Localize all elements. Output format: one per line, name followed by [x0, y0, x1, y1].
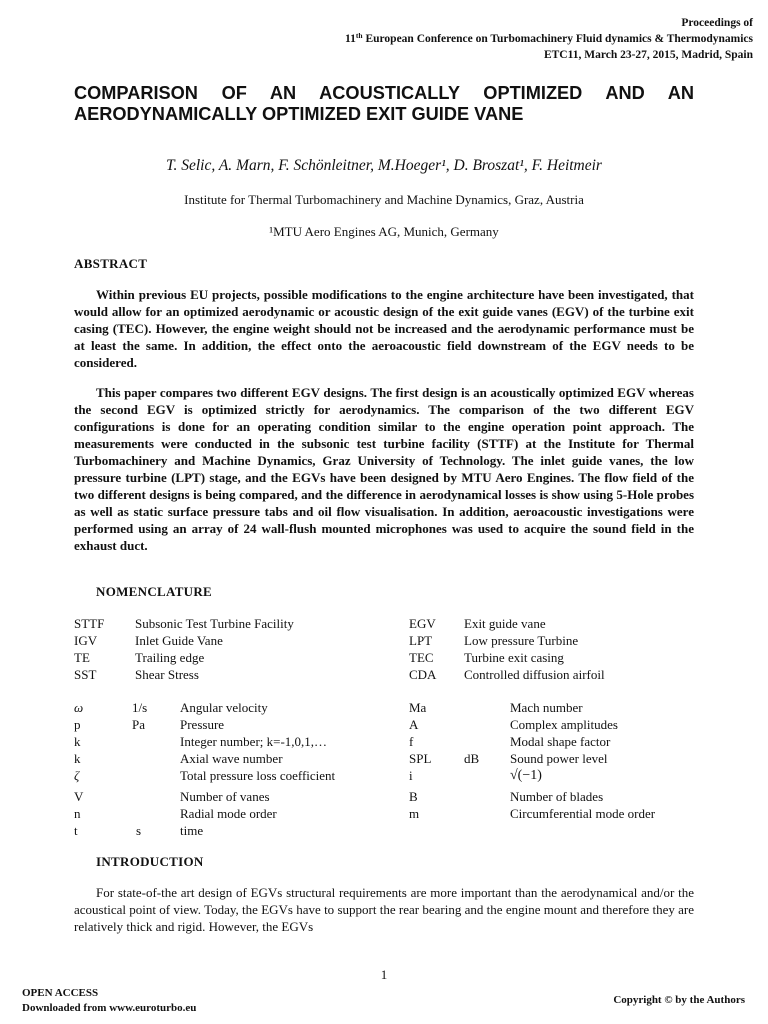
- abbrev-term: EGV: [409, 616, 436, 631]
- symbol: i: [409, 768, 413, 783]
- proceedings-header: [345, 15, 753, 63]
- introduction-paragraph-1: For state-of-the art design of EGVs structural requirements are more important than the aerodynamical and/or the acoustical point of view. Today, the EGVs have to support the rear bearing and the engine mount and therefore they are relatively thick and rigid. However, the EGVs: [74, 885, 694, 934]
- symbol-description: Integer number; k=-1,0,1,…: [180, 734, 328, 749]
- abbrev-definition: Turbine exit casing: [464, 650, 564, 665]
- affiliation-graz: Institute for Thermal Turbomachinery and Machine Dynamics, Graz, Austria: [184, 192, 584, 207]
- symbol-description: Mach number: [510, 700, 583, 715]
- symbol-description: Number of blades: [510, 789, 604, 804]
- author-list: T. Selic, A. Marn, F. Schönleitner, M.Hoeger¹, D. Broszat¹, F. Heitmeir: [166, 157, 602, 174]
- symbol: m: [409, 806, 420, 821]
- proceedings-line2: [345, 31, 753, 47]
- paper-title: [74, 83, 694, 125]
- conference-number-suffix: th: [355, 31, 363, 40]
- symbol: SPL: [409, 751, 432, 766]
- symbol-description: Number of vanes: [180, 789, 270, 804]
- symbol-description: Complex amplitudes: [510, 717, 618, 732]
- symbol: f: [409, 734, 414, 749]
- abstract-paragraph-2: This paper compares two different EGV designs. The first design is an acoustically optimized EGV whereas the second EGV is optimized strictly for aerodynamics. The comparison of the two different EGV configurations is done for an operating condition similar to the engine operation point approach. The measurements were conducted in the subsonic test turbine facility (STTF) at the Institute for Thermal Turbomachinery and Machine Dynamics, Graz University of Technology. The inlet guide vanes, the low pressure turbine (LPT) stage, and the EGVs have been designed by MTU Aero Engines. The flow field of the two different designs is being compared, and the difference in aerodynamical losses is show using 5-Hole probes as well as static surface pressure tabs and oil flow visualisation. In addition, aeroacoustic investigations were performed using an array of 24 wall-flush mounted microphones was used to acquire the sound field in the exhaust duct.: [74, 385, 694, 553]
- symbol: Ma: [409, 700, 427, 715]
- symbol-unit: s: [136, 823, 142, 838]
- symbol-description: Axial wave number: [180, 751, 283, 766]
- title-line-2: AERODYNAMICALLY OPTIMIZED EXIT GUIDE VANE: [74, 104, 524, 124]
- symbol: t: [74, 823, 78, 838]
- symbol: V: [74, 789, 84, 804]
- abbrev-term: LPT: [409, 633, 433, 648]
- abbrev-definition: Low pressure Turbine: [464, 633, 579, 648]
- symbol-description: time: [180, 823, 204, 838]
- abstract-heading: ABSTRACT: [74, 256, 148, 271]
- symbol-description: Pressure: [180, 717, 225, 732]
- symbol-description: Circumferential mode order: [510, 806, 656, 821]
- symbol: k: [74, 751, 81, 766]
- download-source: Downloaded from www.euroturbo.eu: [22, 1002, 197, 1014]
- conference-number: 11: [345, 33, 356, 45]
- symbol-unit: Pa: [132, 717, 145, 732]
- abbrev-definition: Controlled diffusion airfoil: [464, 667, 605, 682]
- symbol: n: [74, 806, 81, 821]
- abbrev-term: CDA: [409, 667, 437, 682]
- copyright-notice: Copyright © by the Authors: [613, 994, 745, 1006]
- abbrev-definition: Shear Stress: [135, 667, 199, 682]
- footer-open-access: [22, 986, 196, 1016]
- abbrev-term: TE: [74, 650, 90, 665]
- title-line-1: COMPARISON OF AN ACOUSTICALLY OPTIMIZED AND AN: [74, 83, 694, 103]
- proceedings-line1: Proceedings of: [681, 17, 753, 29]
- symbol: B: [409, 789, 418, 804]
- proceedings-line3: ETC11, March 23-27, 2015, Madrid, Spain: [543, 49, 753, 61]
- introduction-heading: INTRODUCTION: [96, 854, 204, 869]
- abbrev-term: SST: [74, 667, 97, 682]
- abbrev-definition: Trailing edge: [135, 650, 205, 665]
- abbrev-term: IGV: [74, 633, 98, 648]
- abbrev-term: TEC: [409, 650, 434, 665]
- abbrev-definition: Subsonic Test Turbine Facility: [135, 616, 294, 631]
- abstract-paragraph-1: Within previous EU projects, possible modifications to the engine architecture have been investigated, that would allow for an optimized aerodynamic or acoustic design of the exit guide vanes (EGV) of the turbine exit casing (TEC). However, the engine weight should not be increased and the aerodynamic performance must be at least the same. In addition, the effect onto the aeroacoustic field downstream of the EGV needs to be considered.: [74, 287, 694, 370]
- symbol: A: [409, 717, 419, 732]
- abbrev-definition: Inlet Guide Vane: [135, 633, 223, 648]
- symbol-description: Total pressure loss coefficient: [180, 768, 336, 783]
- symbol: ζ: [74, 768, 80, 783]
- abbrev-term: STTF: [74, 616, 105, 631]
- symbol: k: [74, 734, 81, 749]
- symbol-description: Radial mode order: [180, 806, 277, 821]
- affiliation-mtu: ¹MTU Aero Engines AG, Munich, Germany: [269, 224, 499, 239]
- symbol-description: √(−1): [510, 768, 542, 783]
- symbol-description: Angular velocity: [180, 700, 268, 715]
- abbrev-definition: Exit guide vane: [464, 616, 546, 631]
- symbol-description: Sound power level: [510, 751, 608, 766]
- conference-name: European Conference on Turbomachinery Fluid dynamics & Thermodynamics: [362, 33, 753, 45]
- symbol-unit: 1/s: [132, 700, 148, 715]
- symbol: p: [74, 717, 81, 732]
- open-access-label: OPEN ACCESS: [22, 987, 99, 999]
- symbol-description: Modal shape factor: [510, 734, 611, 749]
- symbol-unit: dB: [464, 751, 480, 766]
- nomenclature-heading: NOMENCLATURE: [96, 584, 213, 599]
- page-number: 1: [380, 967, 388, 982]
- symbol: ω: [74, 700, 84, 715]
